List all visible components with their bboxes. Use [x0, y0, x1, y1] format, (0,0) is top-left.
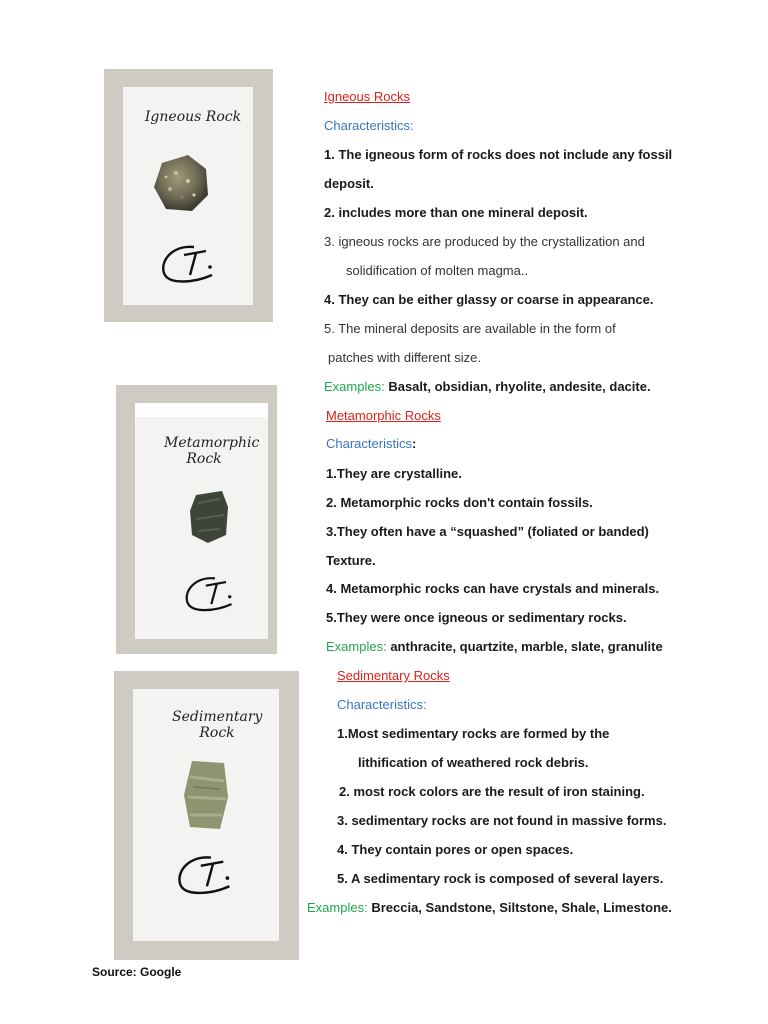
- metamorphic-rock-photo: [116, 385, 277, 654]
- examples-value: Breccia, Sandstone, Siltstone, Shale, Limestone.: [371, 900, 672, 915]
- list-item: solidification of molten magma..: [346, 263, 529, 278]
- characteristics-label: Characteristics:: [324, 118, 414, 133]
- characteristics-label: Characteristics:: [337, 697, 427, 712]
- examples-label: Examples:: [326, 639, 387, 654]
- photo-handwritten-label: Igneous Rock: [144, 109, 242, 125]
- list-item: 4. Metamorphic rocks can have crystals and minerals.: [326, 581, 660, 596]
- list-item: 2. Metamorphic rocks don't contain fossils.: [326, 495, 593, 510]
- section-title: Metamorphic Rocks: [326, 408, 441, 423]
- list-item: lithification of weathered rock debris.: [358, 755, 589, 770]
- list-item: 2. most rock colors are the result of iron staining.: [339, 784, 645, 799]
- section-title: Igneous Rocks: [324, 89, 410, 104]
- signature-icon: [170, 849, 252, 901]
- list-item: 1.They are crystalline.: [326, 466, 462, 481]
- igneous-rock-specimen: [148, 151, 214, 217]
- list-item: 3. igneous rocks are produced by the crystallization and: [324, 234, 645, 249]
- signature-icon: [154, 239, 234, 289]
- signature-icon: [178, 571, 252, 617]
- examples-row: [307, 900, 672, 916]
- paper-fold: [135, 403, 268, 417]
- examples-label: Examples:: [307, 900, 368, 915]
- list-item: 2. includes more than one mineral deposit.: [324, 205, 588, 220]
- sedimentary-rock-specimen: [180, 757, 232, 833]
- examples-label: Examples:: [324, 379, 385, 394]
- characteristics-row: [326, 436, 416, 452]
- characteristics-colon: :: [411, 436, 417, 451]
- examples-row: [326, 639, 663, 655]
- examples-value: Basalt, obsidian, rhyolite, andesite, dacite.: [388, 379, 651, 394]
- section-title: Sedimentary Rocks: [337, 668, 450, 683]
- photo-handwritten-label: Sedimentary Rock: [172, 709, 263, 741]
- sedimentary-rock-photo: [114, 671, 299, 960]
- list-item: 5. The mineral deposits are available in the form of: [324, 321, 616, 336]
- list-item: 1.Most sedimentary rocks are formed by the: [337, 726, 610, 741]
- list-item: 5. A sedimentary rock is composed of several layers.: [337, 871, 664, 886]
- examples-row: [324, 379, 651, 395]
- list-item: 3. sedimentary rocks are not found in massive forms.: [337, 813, 667, 828]
- source-caption: Source: Google: [92, 965, 182, 979]
- metamorphic-rock-specimen: [188, 489, 232, 545]
- list-item: 1. The igneous form of rocks does not include any fossil: [324, 147, 673, 162]
- characteristics-label: Characteristics: [326, 436, 412, 451]
- list-item: 3.They often have a “squashed” (foliated or banded): [326, 524, 649, 539]
- list-item: patches with different size.: [328, 350, 481, 365]
- list-item: 4. They can be either glassy or coarse in appearance.: [324, 292, 654, 307]
- list-item: Texture.: [326, 553, 376, 568]
- igneous-rock-photo: [104, 69, 273, 322]
- photo-handwritten-label: Metamorphic Rock: [164, 435, 260, 467]
- list-item: deposit.: [324, 176, 374, 191]
- examples-value: anthracite, quartzite, marble, slate, granulite: [390, 639, 663, 654]
- list-item: 5.They were once igneous or sedimentary rocks.: [326, 610, 627, 625]
- list-item: 4. They contain pores or open spaces.: [337, 842, 574, 857]
